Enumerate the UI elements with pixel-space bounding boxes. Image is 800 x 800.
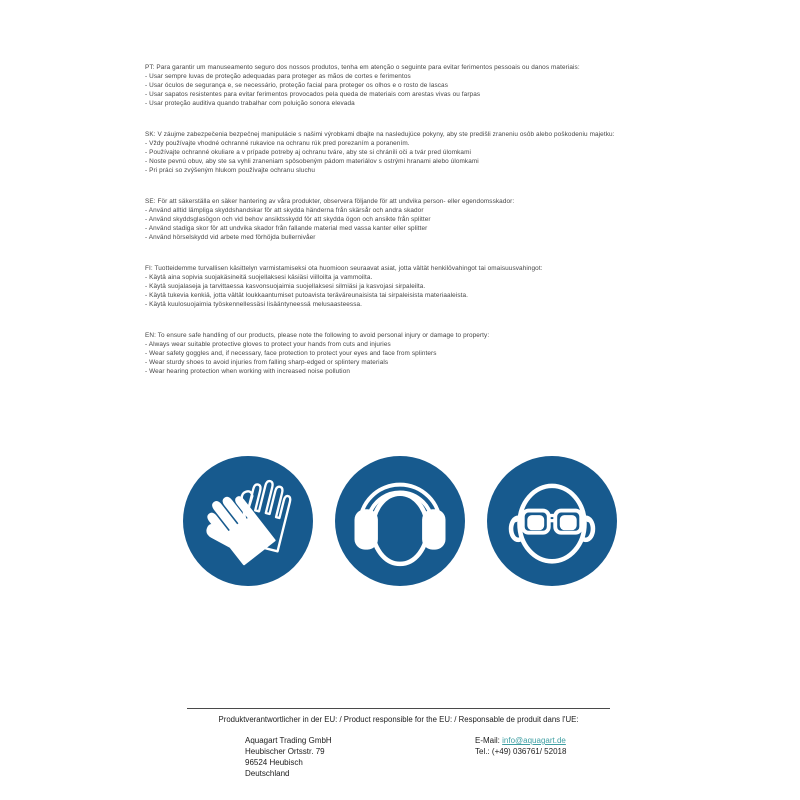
bullet-line: - Wear sturdy shoes to avoid injuries from falling sharp-edged or splintery materials	[145, 359, 389, 366]
company-country: Deutschland	[245, 769, 290, 778]
section-intro: SE: För att säkerställa en säker hantering av våra produkter, observera följande för att undvika person- eller egendomsskador:	[145, 198, 515, 205]
pictogram-row	[0, 456, 800, 586]
company-name: Aquagart Trading GmbH	[245, 736, 332, 745]
bullet-line: - Usar proteção auditiva quando trabalhar com poluição sonora elevada	[145, 100, 355, 107]
bullet-line: - Usar sapatos resistentes para evitar ferimentos provocados pela queda de materiais com arestas vivas ou farpas	[145, 91, 481, 98]
section-intro: EN: To ensure safe handling of our products, please note the following to avoid personal injury or damage to property:	[145, 332, 490, 339]
bullet-line: - Käytä kuulosuojaimia työskennellessäsi lisääntyneessä melusaasteessa.	[145, 301, 363, 308]
bullet-line: - Wear safety goggles and, if necessary, face protection to protect your eyes and face from splinters	[145, 350, 437, 357]
section-en	[145, 331, 705, 376]
company-street: Heubischer Ortsstr. 79	[245, 747, 325, 756]
bullet-line: - Använd skyddsglasögon och vid behov ansiktsskydd för att skydda ögon och ansikte från splitter	[145, 216, 431, 223]
bullet-line: - Wear hearing protection when working with increased noise pollution	[145, 368, 350, 375]
bullet-line: - Käytä suojalaseja ja tarvittaessa kasvonsuojaimia suojellaksesi silmiäsi ja kasvojasi sirpaleilta.	[145, 283, 426, 290]
section-fi	[145, 264, 705, 309]
bullet-line: - Använd alltid lämpliga skyddshandskar för att skydda händerna från skärsår och andra skador	[145, 207, 424, 214]
bullet-line: - Använd stadiga skor för att undvika skador från fallande material med vassa kanter eller splitter	[145, 225, 428, 232]
contact-info	[475, 735, 566, 757]
phone-number: (+49) 036761/ 52018	[491, 747, 567, 756]
footer	[187, 708, 610, 787]
wear-eye-protection-icon	[487, 456, 617, 586]
company-city: 96524 Heubisch	[245, 758, 303, 767]
bullet-line: - Pri práci so zvýšeným hlukom používajte ochranu sluchu	[145, 167, 316, 174]
bullet-line: - Käytä aina sopivia suojakäsineitä suojellaksesi käsiäsi viilloilta ja vammoilta.	[145, 274, 373, 281]
company-address	[245, 735, 332, 779]
footer-columns	[187, 735, 610, 787]
bullet-line: - Noste pevnú obuv, aby ste sa vyhli zraneniam spôsobeným pádom materiálov s ostrými hranami alebo úlomkami	[145, 158, 479, 165]
bullet-line: - Käytä tukevia kenkiä, jotta vältät loukkaantumiset putoavista teräväreunaisista tai sirpaleisista materiaaleista.	[145, 292, 469, 299]
email-label: E-Mail:	[475, 736, 500, 745]
email-row	[475, 735, 566, 746]
section-intro: SK: V záujme zabezpečenia bezpečnej manipulácie s našimi výrobkami dbajte na nasledujúce pokyny, aby ste predišli zraneniu osôb alebo poškodeniu majetku:	[145, 131, 615, 138]
section-intro: FI: Tuotteidemme turvallisen käsittelyn varmistamiseksi ota huomioon seuraavat asiat, jotta vältät henkilövahingot tai omaisuusvahingot:	[145, 265, 543, 272]
phone-row	[475, 746, 566, 757]
email-link[interactable]: info@aquagart.de	[502, 736, 566, 745]
phone-label: Tel.:	[475, 747, 490, 756]
instructions-text-block	[145, 63, 705, 398]
bullet-line: - Vždy používajte vhodné ochranné rukavice na ochranu rúk pred porezaním a poranením.	[145, 140, 410, 147]
bullet-line: - Usar sempre luvas de proteção adequadas para proteger as mãos de cortes e ferimentos	[145, 73, 411, 80]
bullet-line: - Používajte ochranné okuliare a v prípade potreby aj ochranu tváre, aby ste si chránili oči a tvár pred úlomkami	[145, 149, 472, 156]
footer-heading: Produktverantwortlicher in der EU: / Product responsible for the EU: / Responsable de produit dans l'UE:	[218, 715, 579, 724]
bullet-line: - Usar óculos de segurança e, se necessário, proteção facial para proteger os olhos e o rosto de lascas	[145, 82, 449, 89]
section-sk	[145, 130, 705, 175]
bullet-line: - Använd hörselskydd vid arbete med förhöjda bullernivåer	[145, 234, 316, 241]
section-se	[145, 197, 705, 242]
section-pt	[145, 63, 705, 108]
wear-protective-gloves-icon	[183, 456, 313, 586]
section-intro: PT: Para garantir um manuseamento seguro dos nossos produtos, tenha em atenção o seguinte para evitar ferimentos pessoais ou danos materiais:	[145, 64, 580, 71]
bullet-line: - Always wear suitable protective gloves to protect your hands from cuts and injuries	[145, 341, 391, 348]
wear-ear-protection-icon	[335, 456, 465, 586]
